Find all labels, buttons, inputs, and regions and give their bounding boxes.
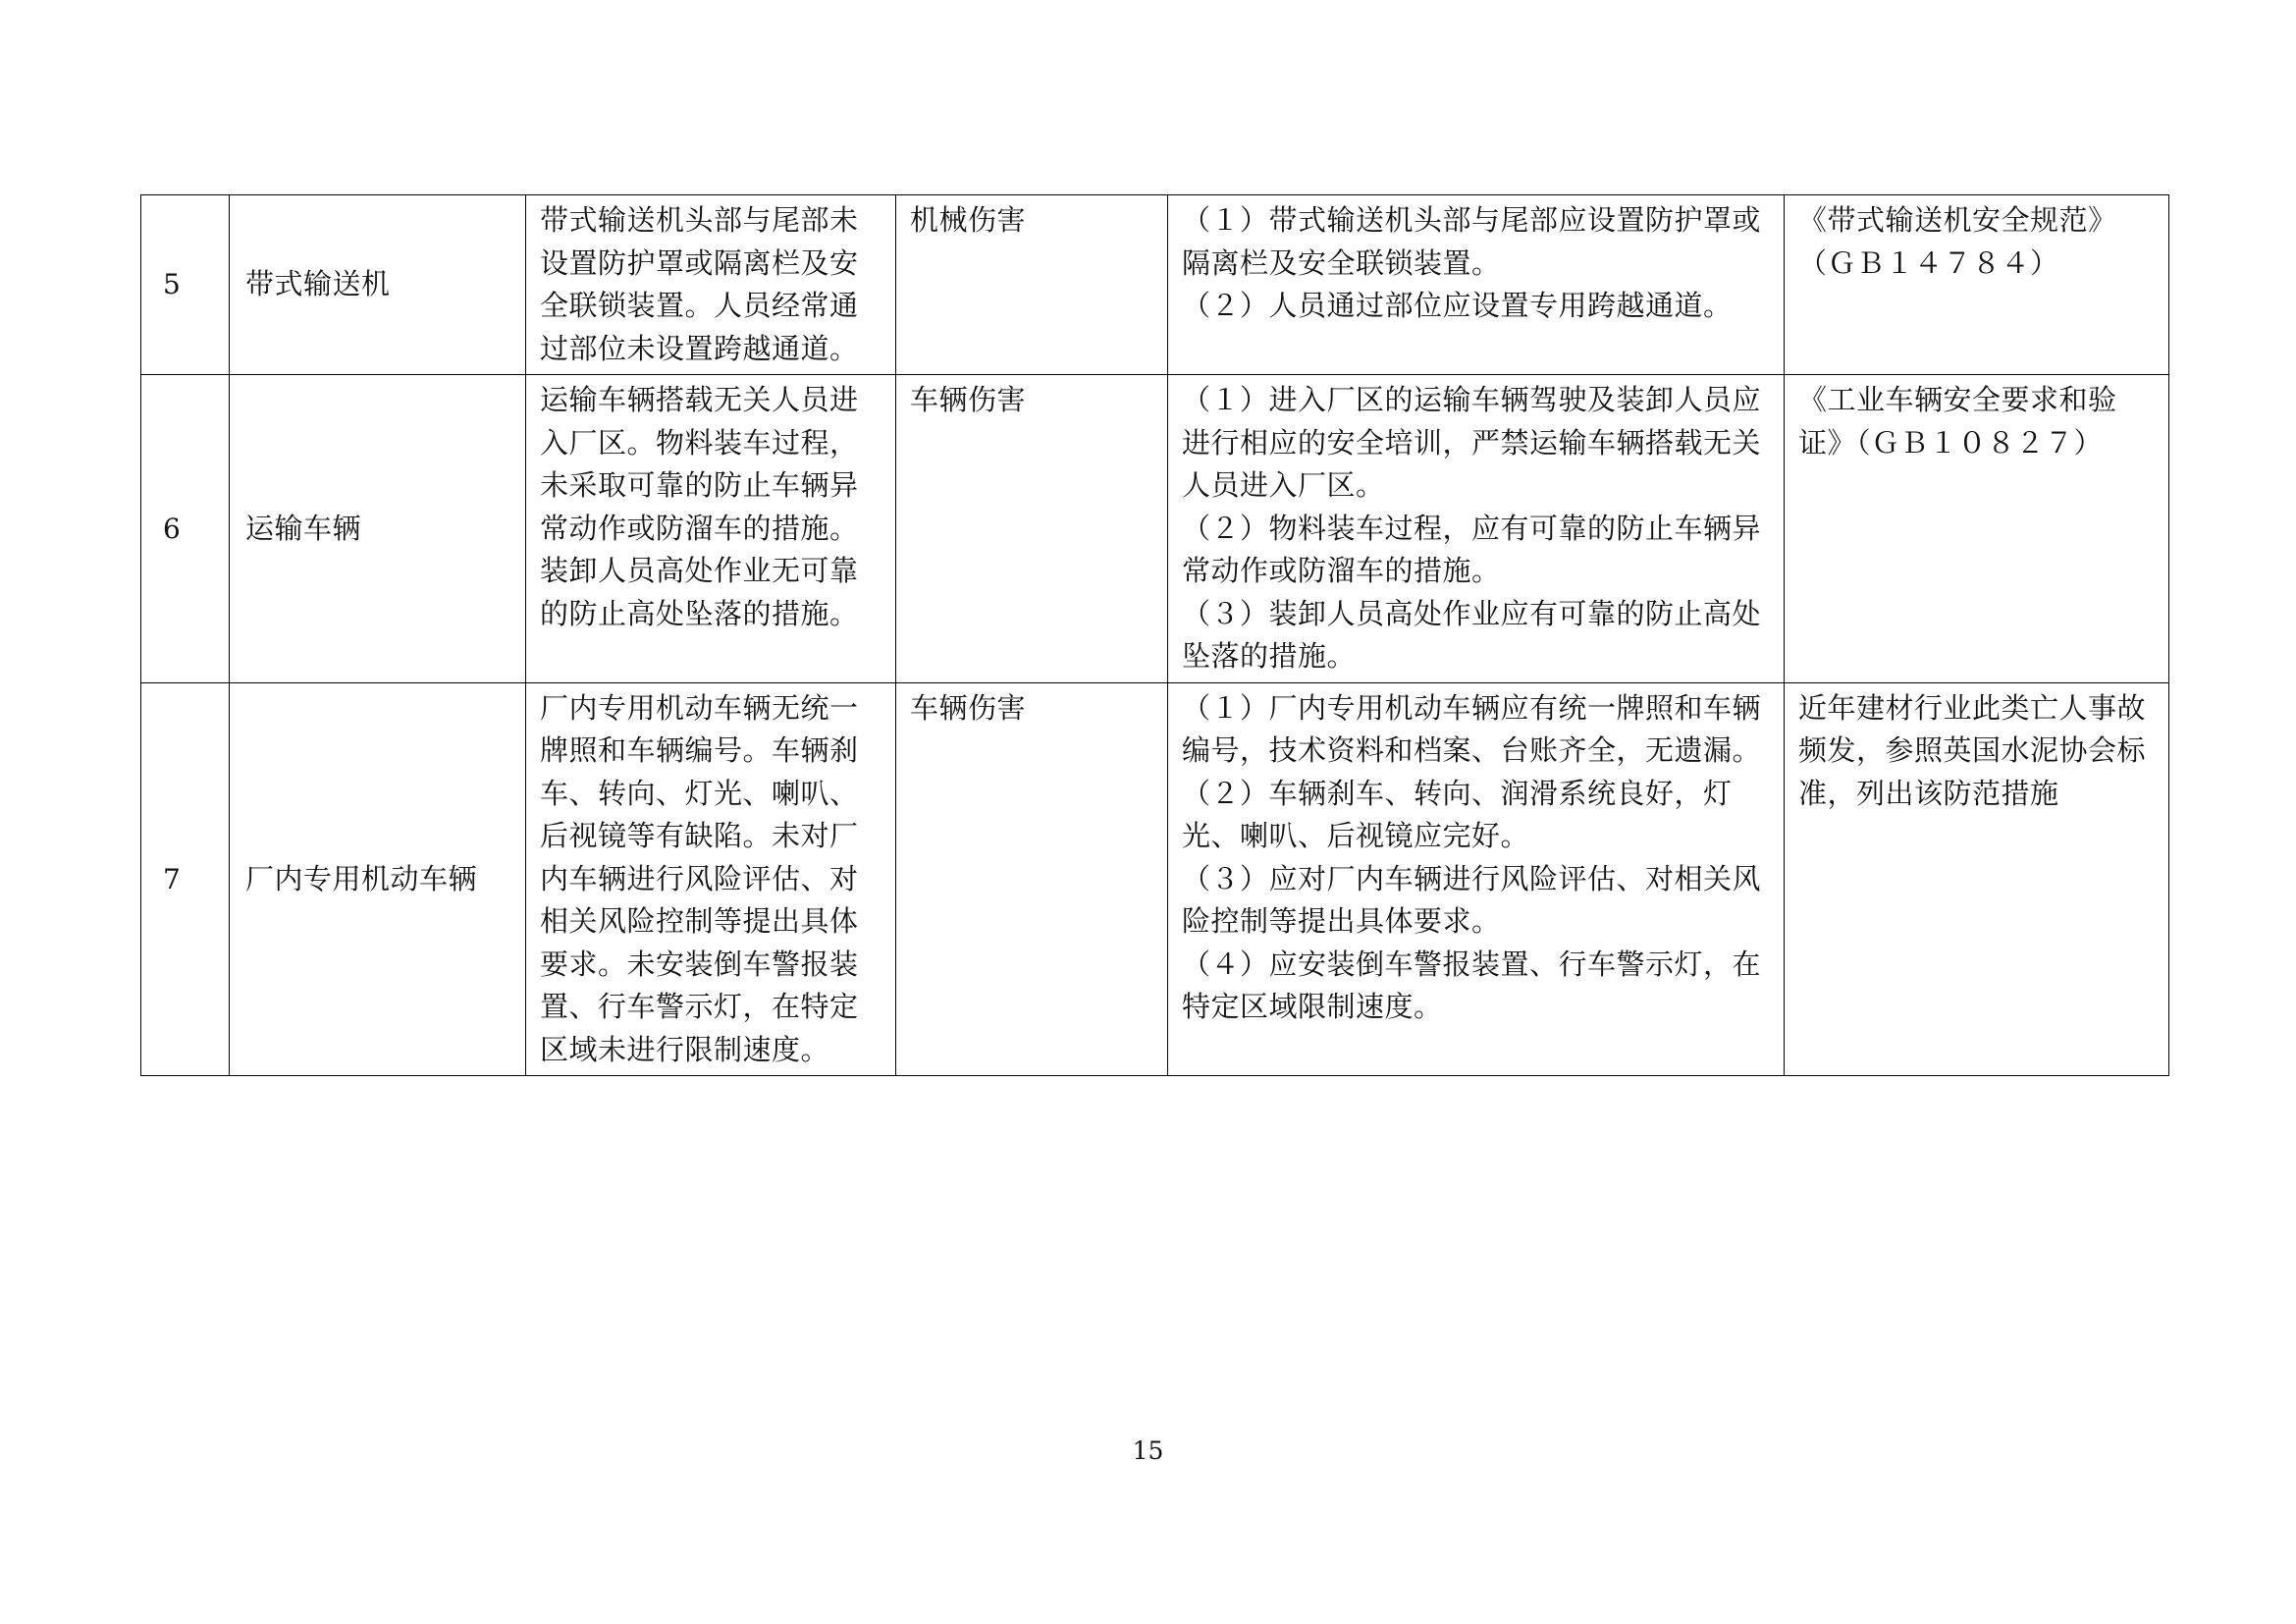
table-row — [141, 682, 2169, 1076]
measure-item: （３）装卸人员高处作业应有可靠的防止高处坠落的措施。 — [1182, 596, 1762, 673]
prevention-measures — [1168, 195, 1785, 375]
table-row — [141, 375, 2169, 683]
measure-item: （２）车辆刹车、转向、润滑系统良好，灯光、喇叭、后视镜应完好。 — [1182, 776, 1733, 852]
prevention-measures — [1168, 375, 1785, 683]
measure-item: （２）物料装车过程，应有可靠的防止车辆异常动作或防溜车的措施。 — [1182, 511, 1762, 587]
row-number: 7 — [141, 682, 230, 1076]
hazard-description: 带式输送机头部与尾部未设置防护罩或隔离栏及安全联锁装置。人员经常通过部位未设置跨越通道。 — [526, 195, 896, 375]
measure-item: （１）进入厂区的运输车辆驾驶及装卸人员应进行相应的安全培训，严禁运输车辆搭载无关人员进入厂区。 — [1182, 383, 1762, 502]
reference-basis: 近年建材行业此类亡人事故频发，参照英国水泥协会标准，列出该防范措施 — [1785, 682, 2169, 1076]
accident-type: 车辆伤害 — [896, 682, 1168, 1076]
reference-basis: 《工业车辆安全要求和验证》（ＧＢ１０８２７） — [1785, 375, 2169, 683]
hazard-description: 厂内专用机动车辆无统一牌照和车辆编号。车辆刹车、转向、灯光、喇叭、后视镜等有缺陷。未对厂内车辆进行风险评估、对相关风险控制等提出具体要求。未安装倒车警报装置、行车警示灯，在特定区域未进行限制速度。 — [526, 682, 896, 1076]
measure-item: （３）应对厂内车辆进行风险评估、对相关风险控制等提出具体要求。 — [1182, 861, 1762, 938]
equipment-name: 厂内专用机动车辆 — [230, 682, 526, 1076]
measure-item: （２）人员通过部位应设置专用跨越通道。 — [1182, 289, 1733, 322]
accident-type: 机械伤害 — [896, 195, 1168, 375]
page-number: 15 — [1132, 1436, 1164, 1465]
row-number: 6 — [141, 375, 230, 683]
hazard-description: 运输车辆搭载无关人员进入厂区。物料装车过程，未采取可靠的防止车辆异常动作或防溜车的措施。装卸人员高处作业无可靠的防止高处坠落的措施。 — [526, 375, 896, 683]
measure-item: （１）带式输送机头部与尾部应设置防护罩或隔离栏及安全联锁装置。 — [1182, 203, 1762, 280]
equipment-name: 带式输送机 — [230, 195, 526, 375]
reference-basis: 《带式输送机安全规范》（ＧＢ１４７８４） — [1785, 195, 2169, 375]
measure-item: （４）应安装倒车警报装置、行车警示灯，在特定区域限制速度。 — [1182, 947, 1762, 1023]
hazard-table — [140, 194, 2169, 1076]
row-number: 5 — [141, 195, 230, 375]
prevention-measures — [1168, 682, 1785, 1076]
table-row — [141, 195, 2169, 375]
equipment-name: 运输车辆 — [230, 375, 526, 683]
accident-type: 车辆伤害 — [896, 375, 1168, 683]
measure-item: （１）厂内专用机动车辆应有统一牌照和车辆编号，技术资料和档案、台账齐全，无遗漏。 — [1182, 690, 1762, 767]
